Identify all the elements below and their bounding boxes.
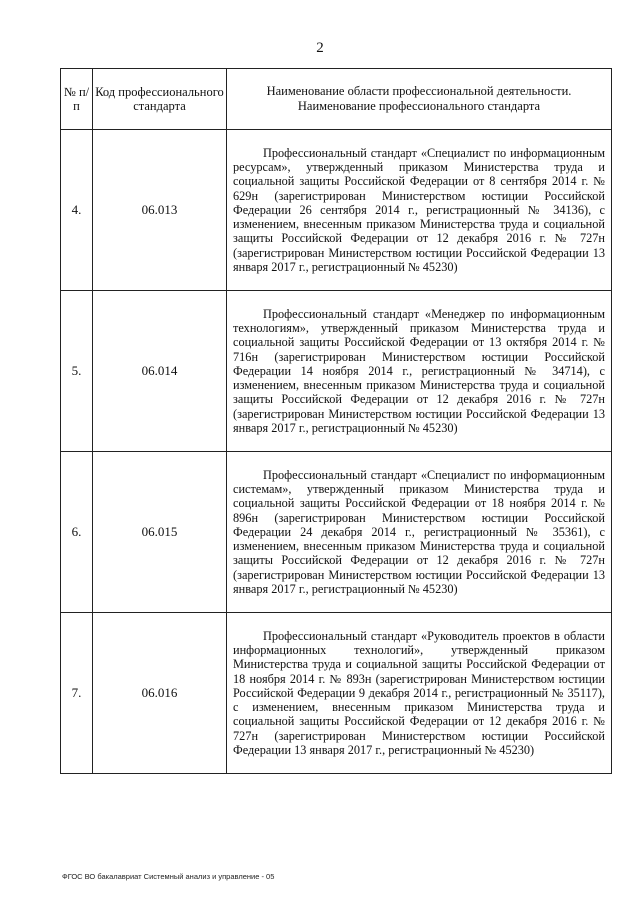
row-code: 06.014 (93, 291, 227, 452)
row-code: 06.015 (93, 452, 227, 613)
row-num: 5. (61, 291, 93, 452)
row-num: 4. (61, 130, 93, 291)
row-num: 6. (61, 452, 93, 613)
header-code: Код профессионального стандарта (93, 69, 227, 130)
header-num: № п/п (61, 69, 93, 130)
page-number: 2 (316, 40, 324, 56)
table-row (61, 452, 612, 613)
row-description: Профессиональный стандарт «Специалист по информационным системам», утвержденный приказом Министерства труда и социальной защиты Российской Федерации от 18 ноября 2014 г. № 896н (зарегистрирован Министерством юстиции Российской Федерации 24 декабря 2014 г., регистрационный № 35361), с изменением, внесенным приказом Министерства труда и социальной защиты Российской Федерации от 12 декабря 2016 г. № 727н (зарегистрирован Министерством юстиции Российской Федерации 13 января 2017 г., регистрационный № 45230) (227, 452, 612, 613)
row-description: Профессиональный стандарт «Менеджер по информационным технологиям», утвержденный приказом Министерства труда и социальной защиты Российской Федерации от 13 октября 2014 г. № 716н (зарегистрирован Министерством юстиции Российской Федерации 14 ноября 2014 г., регистрационный № 34714), с изменением, внесенным приказом Министерства труда и социальной защиты Российской Федерации от 12 декабря 2016 г. № 727н (зарегистрирован Министерством юстиции Российской Федерации 13 января 2017 г., регистрационный № 45230) (227, 291, 612, 452)
row-description: Профессиональный стандарт «Руководитель проектов в области информационных технологий», утвержденный приказом Министерства труда и социальной защиты Российской Федерации от 18 ноября 2014 г. № 893н (зарегистрирован Министерством юстиции Российской Федерации 9 декабря 2014 г., регистрационный № 35117), с изменением, внесенным приказом Министерства труда и социальной защиты Российской Федерации от 12 декабря 2016 г. № 727н (зарегистрирован Министерством юстиции Российской Федерации 13 января 2017 г., регистрационный № 45230) (227, 613, 612, 774)
standards-table (60, 68, 612, 774)
table-header-row (61, 69, 612, 130)
footer-text: ФГОС ВО бакалавриат Системный анализ и управление - 05 (62, 872, 275, 881)
table-row (61, 613, 612, 774)
row-code: 06.016 (93, 613, 227, 774)
header-name: Наименование области профессиональной деятельности. Наименование профессионального стандарта (227, 69, 612, 130)
table-row (61, 130, 612, 291)
row-description: Профессиональный стандарт «Специалист по информационным ресурсам», утвержденный приказом Министерства труда и социальной защиты Российской Федерации от 8 сентября 2014 г. № 629н (зарегистрирован Министерством юстиции Российской Федерации 26 сентября 2014 г., регистрационный № 34136), с изменением, внесенным приказом Министерства труда и социальной защиты Российской Федерации от 12 декабря 2016 г. № 727н (зарегистрирован Министерством юстиции Российской Федерации 13 января 2017 г., регистрационный № 45230) (227, 130, 612, 291)
row-num: 7. (61, 613, 93, 774)
table-row (61, 291, 612, 452)
row-code: 06.013 (93, 130, 227, 291)
